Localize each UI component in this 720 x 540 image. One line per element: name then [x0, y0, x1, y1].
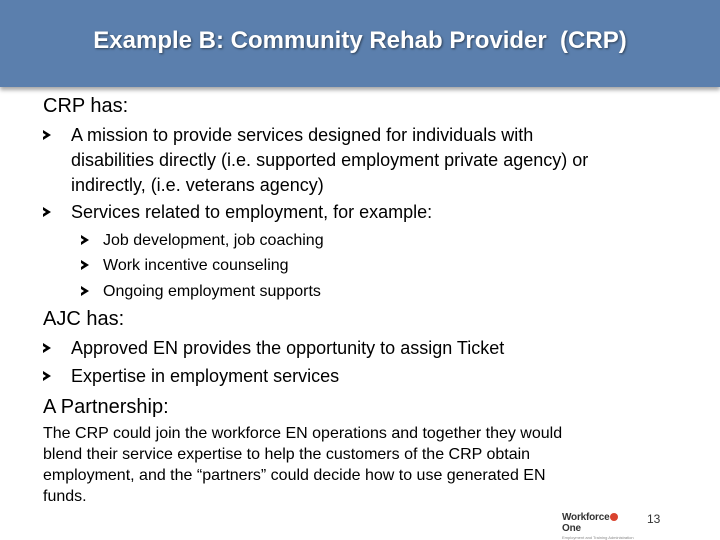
crp-bullet-2 — [71, 200, 432, 225]
sub-bullet-arrow-icon — [81, 235, 89, 245]
logo-text-right: One — [562, 523, 581, 534]
slide-title: Example B: Community Rehab Provider (CRP) — [93, 27, 627, 54]
partnership-line-2: blend their service expertise to help the customers of the CRP obtain — [43, 446, 531, 463]
crp-bullet-2-line-1: Services related to employment, for example: — [71, 202, 433, 222]
crp-bullet-1-line-1: A mission to provide services designed for individuals with — [71, 125, 534, 145]
ajc-bullet-1: Approved EN provides the opportunity to assign Ticket — [71, 338, 505, 358]
crp-bullet-1 — [71, 123, 588, 198]
bullet-arrow-icon — [43, 207, 51, 217]
crp-sub-bullet-1: Job development, job coaching — [103, 232, 324, 249]
partnership-paragraph — [43, 423, 562, 507]
logo-dot-icon — [610, 513, 618, 521]
bullet-arrow-icon — [43, 371, 51, 381]
workforce-one-logo — [562, 512, 634, 540]
crp-bullet-1-line-3: indirectly, (i.e. veterans agency) — [71, 175, 324, 195]
ajc-bullet-2: Expertise in employment services — [71, 366, 340, 386]
crp-bullet-1-line-2: disabilities directly (i.e. supported employment private agency) or — [71, 150, 589, 170]
sub-bullet-arrow-icon — [81, 286, 89, 296]
bullet-arrow-icon — [43, 130, 51, 140]
partnership-line-1: The CRP could join the workforce EN operations and together they would — [43, 425, 563, 442]
sub-bullet-arrow-icon — [81, 260, 89, 270]
bullet-arrow-icon — [43, 343, 51, 353]
crp-sub-bullet-3: Ongoing employment supports — [103, 283, 321, 300]
partnership-line-3: employment, and the “partners” could decide how to use generated EN — [43, 467, 546, 484]
crp-heading: CRP has: — [43, 95, 129, 117]
crp-sub-bullet-2: Work incentive counseling — [103, 257, 289, 274]
title-bar — [0, 0, 720, 87]
logo-tagline: Employment and Training Administration — [562, 535, 634, 540]
logo-text-left: Workforce — [562, 512, 610, 523]
ajc-heading: AJC has: — [43, 308, 125, 330]
page-number: 13 — [647, 512, 661, 526]
partnership-line-4: funds. — [43, 488, 87, 505]
partnership-heading: A Partnership: — [43, 396, 169, 418]
